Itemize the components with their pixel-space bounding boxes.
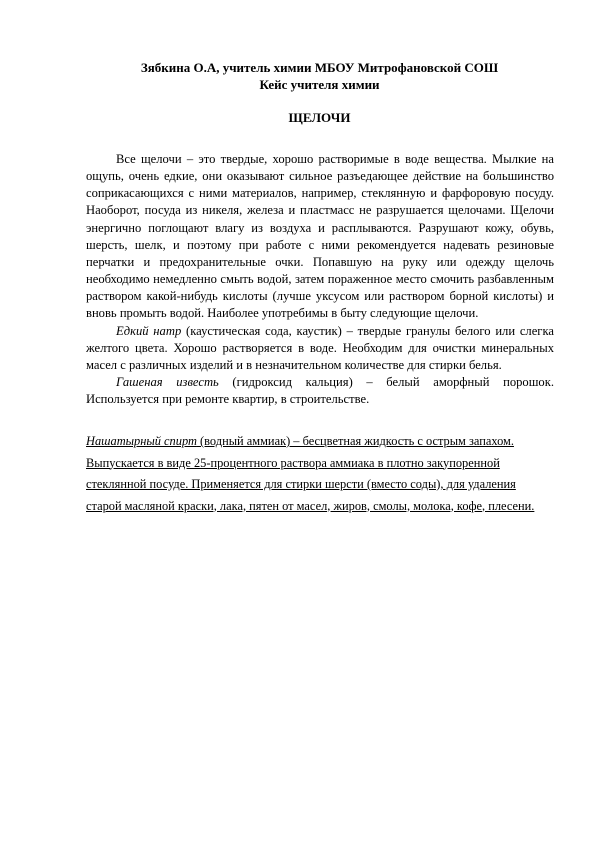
slaked-lime-paragraph <box>86 374 554 408</box>
intro-paragraph: Все щелочи – это твердые, хорошо растворимые в воде вещества. Мылкие на ощупь, очень едкие, они оказывают сильное разъедающее действие на большинство соприкасающихся с ними материалов, например, стеклянную и фарфоровую посуду. Наоборот, посуда из никеля, железа и пластмасс не разрушается щелочами. Щелочи энергично поглощают влагу из воздуха и расплываются. Разрушают кожу, обувь, шерсть, шелк, и поэтому при работе с ними рекомендуется надевать резиновые перчатки и предохранительные очки. Попавшую на руку или одежду щелочь необходимо немедленно смыть водой, затем пораженное место смочить разбавленным раствором какой-нибудь кислоты (лучше уксусом или раствором борной кислоты) и вновь промыть водой. Наиболее употребимы в быту следующие щелочи. <box>86 152 554 321</box>
caustic-soda-paragraph <box>86 323 554 374</box>
subtitle-line: Кейс учителя химии <box>259 77 380 92</box>
ammonia-term: Нашатырный спирт <box>86 434 197 448</box>
ammonia-paragraph <box>86 431 554 517</box>
slaked-lime-term: Гашеная известь <box>116 375 219 390</box>
author-line: Зябкина О.А, учитель химии МБОУ Митрофановской СОШ <box>140 60 499 75</box>
ammonia-text: (водный аммиак) – бесцветная жидкость с острым запахом. Выпускается в виде 25-процентного раствора аммиака в плотно закупоренной стеклянной посуде. Применяется для стирки шерсти (вместо соды), для удаления старой масляной краски, лака, пятен от масел, жиров, смолы, молока, кофе, плесени. <box>86 434 535 513</box>
body-text <box>86 151 554 408</box>
caustic-soda-term: Едкий натр <box>116 323 182 338</box>
slaked-lime-text: (гидроксид кальция) – белый аморфный порошок. Используется при ремонте квартир, в строительстве. <box>86 375 554 407</box>
caustic-soda-text: (каустическая сода, каустик) – твердые гранулы белого или слегка желтого цвета. Хорошо растворяется в воде. Необходим для очистки минеральных масел с различных изделий и в незначительном количестве для стирки белья. <box>86 323 554 372</box>
page-title: ЩЕЛОЧИ <box>288 110 351 125</box>
